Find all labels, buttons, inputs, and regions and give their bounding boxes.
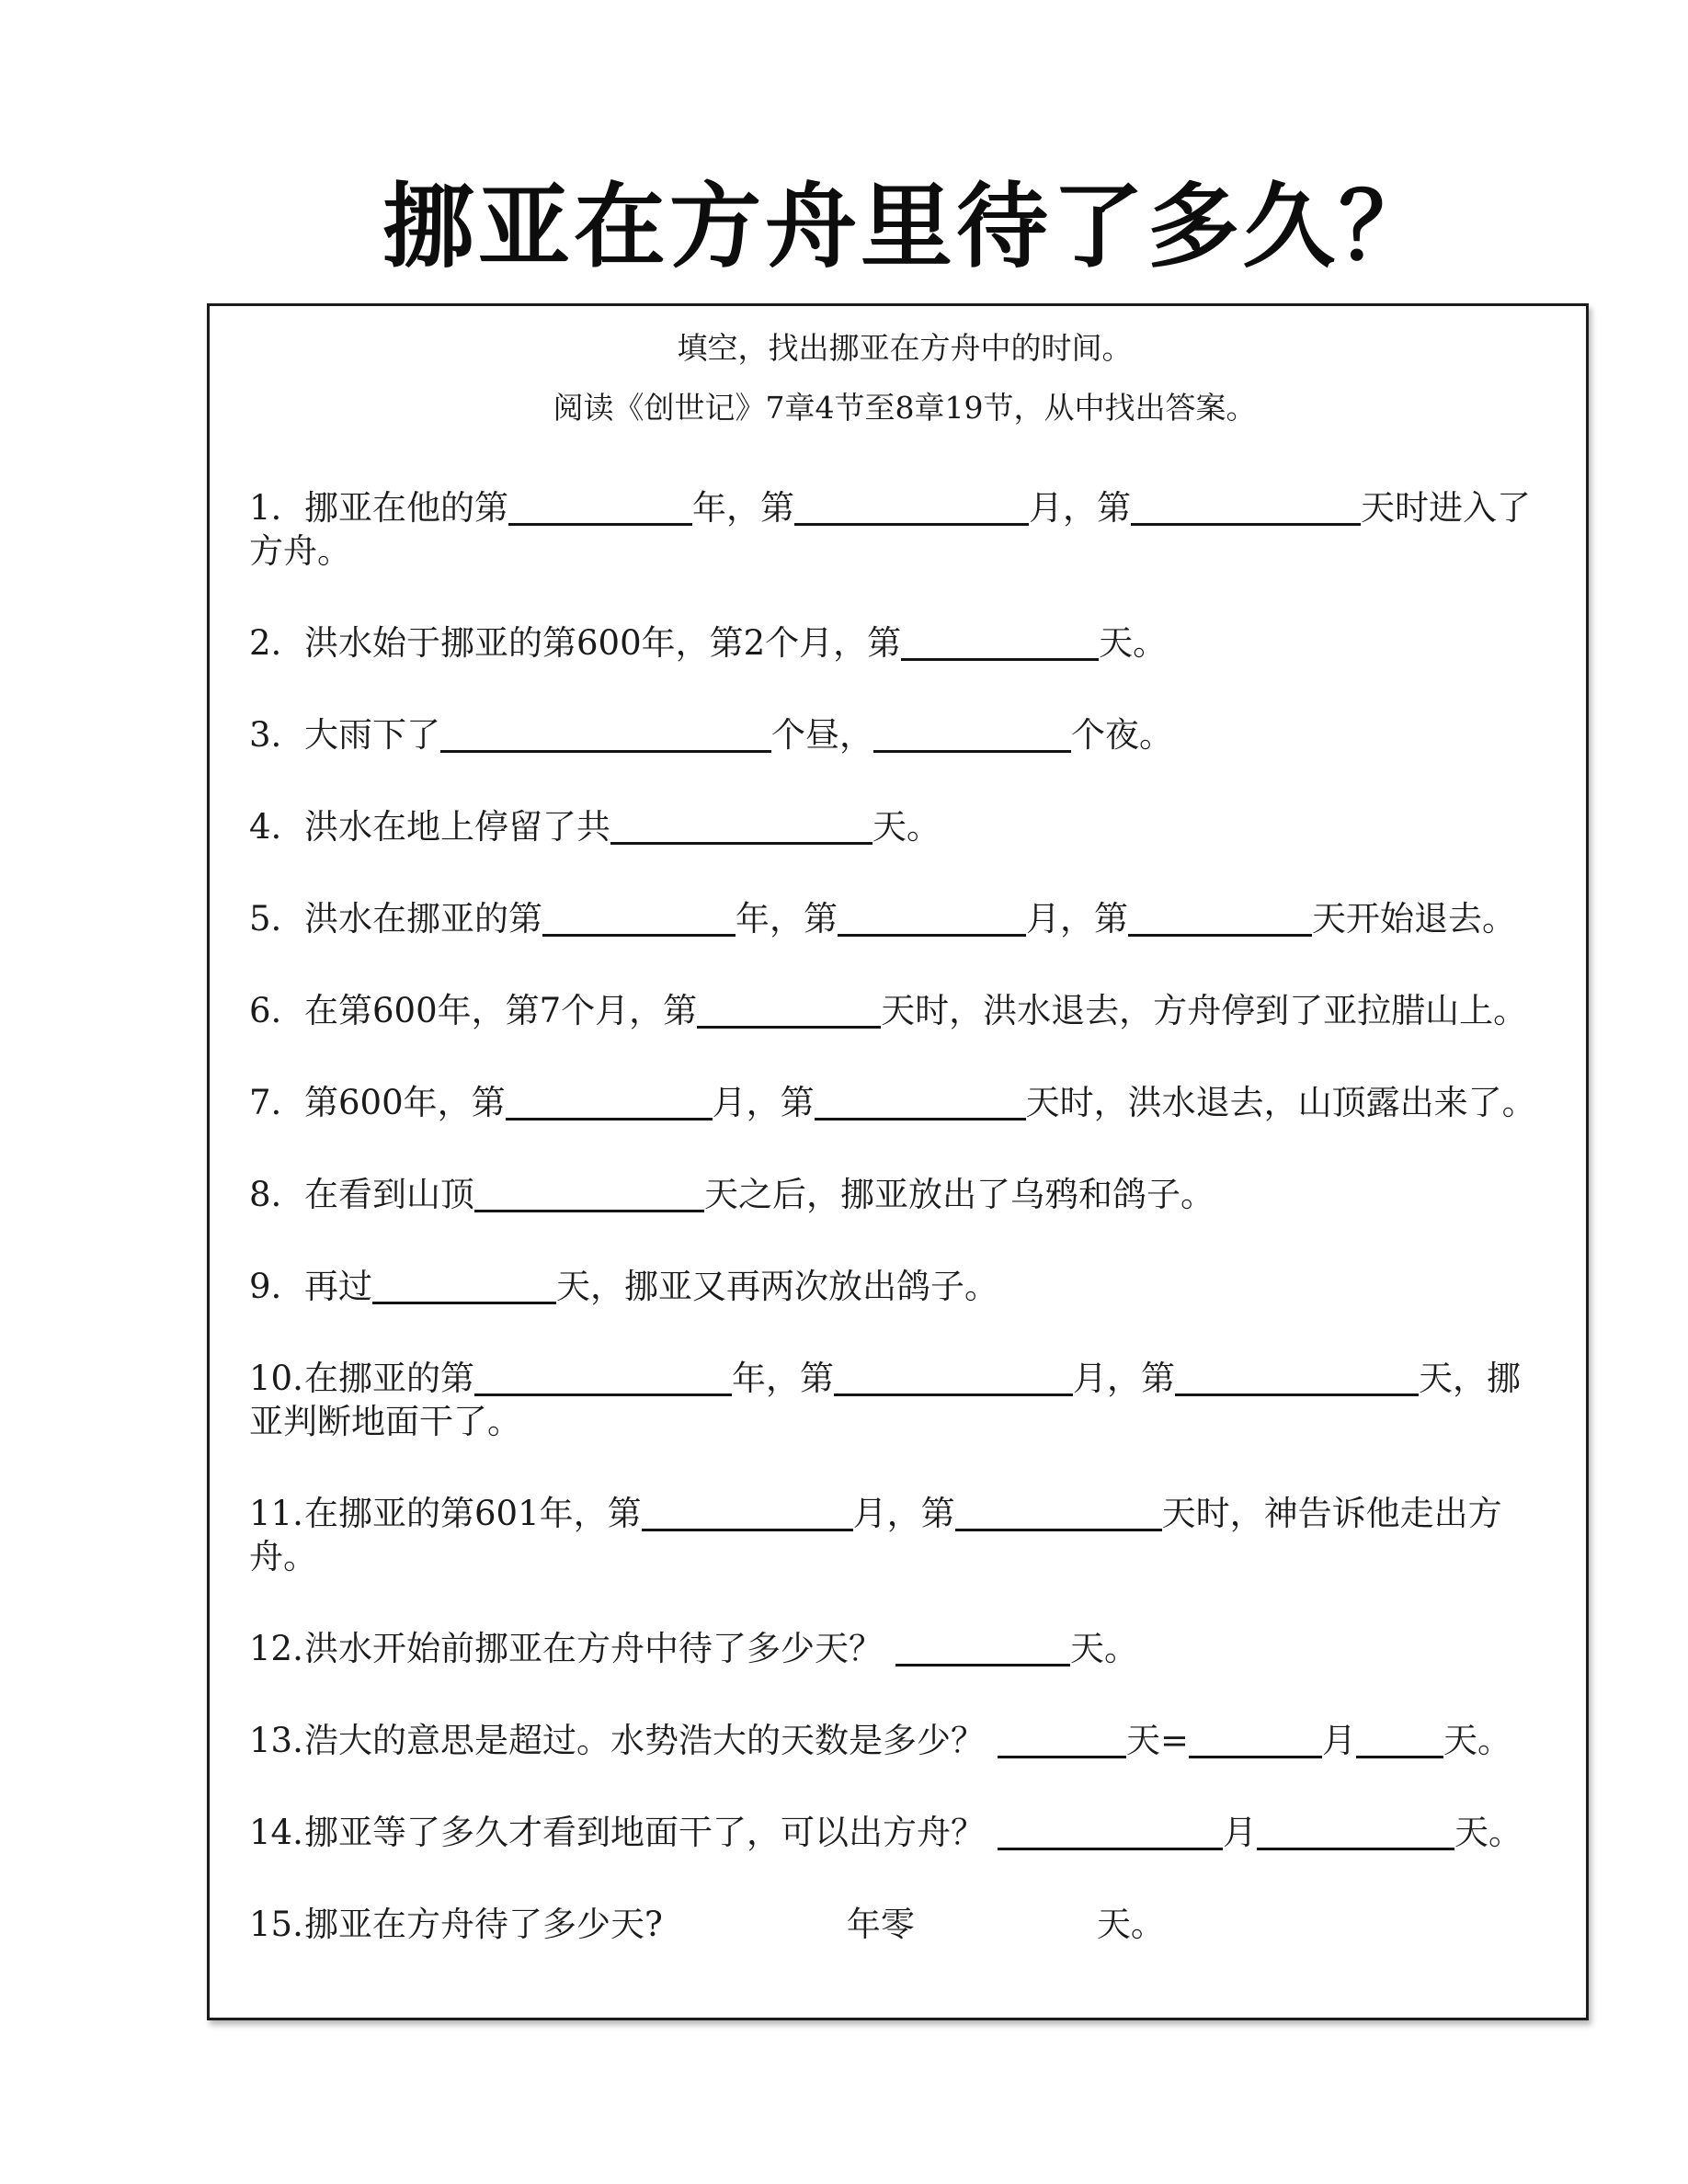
question-text: 亚判断地面干了。 — [249, 1402, 521, 1441]
question-14 — [249, 1811, 1560, 1854]
fill-in-blank — [1257, 1820, 1454, 1850]
fill-in-blank — [998, 1820, 1223, 1850]
page-title: 挪亚在方舟里待了多久？ — [382, 172, 1434, 280]
fill-in-blank — [697, 998, 881, 1029]
question-text: 天，挪 — [1419, 1359, 1521, 1398]
fill-in-blank — [642, 1501, 853, 1531]
instruction-line-2: 阅读《创世记》7章4节至8章19节，从中找出答案。 — [553, 390, 1257, 426]
question-text: 天= — [1126, 1721, 1190, 1760]
fill-in-blank — [474, 1366, 732, 1396]
question-number: 11. — [249, 1494, 303, 1533]
question-text: 挪亚在方舟待了多少天? — [304, 1905, 663, 1944]
question-number: 8. — [249, 1175, 282, 1214]
question-11 — [249, 1492, 1560, 1578]
question-text: 洪水开始前挪亚在方舟中待了多少天？ — [304, 1629, 883, 1668]
fill-in-blank — [834, 1366, 1073, 1396]
question-text: 月，第 — [1029, 488, 1131, 528]
fill-in-blank — [901, 631, 1099, 661]
blank-gap — [985, 1835, 998, 1844]
question-text: 第600年，第 — [304, 1083, 506, 1122]
question-text: 洪水在挪亚的第 — [304, 899, 542, 938]
fill-in-blank — [1131, 495, 1361, 526]
question-5 — [249, 897, 1560, 940]
question-9 — [249, 1265, 1560, 1308]
fill-in-blank — [506, 1090, 713, 1120]
question-text: 再过 — [304, 1267, 372, 1306]
question-text: 天时，洪水退去，山顶露出来了。 — [1025, 1083, 1536, 1122]
question-text: 在第600年，第7个月，第 — [304, 991, 698, 1030]
question-number: 9. — [249, 1267, 282, 1306]
fill-in-blank — [542, 906, 736, 937]
question-number: 1. — [249, 488, 282, 528]
question-number: 12. — [249, 1629, 303, 1668]
fill-in-blank — [1128, 906, 1312, 937]
question-text: 洪水在地上停留了共 — [304, 807, 610, 847]
question-text: 挪亚等了多久才看到地面干了，可以出方舟？ — [304, 1813, 985, 1852]
question-text: 天。 — [1096, 1905, 1165, 1944]
question-4 — [249, 805, 1560, 848]
question-text: 大雨下了 — [304, 715, 440, 755]
question-text: 年，第 — [736, 899, 838, 938]
question-15 — [249, 1903, 1560, 1946]
blank-gap — [985, 1743, 998, 1752]
worksheet-box — [207, 303, 1589, 2020]
question-text: 方舟。 — [249, 531, 351, 571]
fill-in-blank — [838, 906, 1026, 937]
question-number: 6. — [249, 991, 282, 1030]
question-number: 4. — [249, 807, 282, 847]
question-12 — [249, 1627, 1560, 1670]
question-text: 天。 — [1443, 1721, 1512, 1760]
question-1 — [249, 486, 1560, 573]
question-text: 在挪亚的第 — [304, 1359, 474, 1398]
question-text: 天时进入了 — [1361, 488, 1531, 528]
question-text: 天时，神告诉他走出方舟。 — [249, 1494, 1502, 1576]
fill-in-blank — [955, 1501, 1162, 1531]
question-text: 天时，洪水退去，方舟停到了亚拉腊山上。 — [881, 991, 1528, 1030]
fill-in-blank — [1189, 1728, 1322, 1758]
question-number: 13. — [249, 1721, 303, 1760]
question-text: 在挪亚的第601年，第 — [304, 1494, 642, 1533]
question-text: 月，第 — [1026, 899, 1128, 938]
fill-in-blank — [895, 1636, 1070, 1666]
question-text: 浩大的意思是超过。水势浩大的天数是多少？ — [304, 1721, 985, 1760]
fill-in-blank — [372, 1274, 556, 1304]
fill-in-blank — [1356, 1728, 1443, 1758]
fill-in-blank — [474, 1182, 704, 1212]
question-text: 月 — [1322, 1721, 1357, 1760]
question-7 — [249, 1081, 1560, 1124]
fill-in-blank — [440, 722, 771, 753]
question-text: 挪亚在他的第 — [304, 488, 508, 528]
question-8 — [249, 1173, 1560, 1216]
fill-in-blank — [508, 495, 692, 526]
question-10 — [249, 1357, 1560, 1443]
question-text: 年零 — [846, 1905, 915, 1944]
blank-gap — [883, 1651, 895, 1660]
fill-in-blank — [610, 814, 873, 845]
question-text: 洪水始于挪亚的第600年，第2个月，第 — [304, 623, 902, 663]
question-text: 天，挪亚又再两次放出鸽子。 — [556, 1267, 998, 1306]
blank-gap — [663, 1927, 847, 1936]
question-text: 天之后，挪亚放出了乌鸦和鸽子。 — [704, 1175, 1215, 1214]
question-text: 天开始退去。 — [1312, 899, 1516, 938]
question-3 — [249, 713, 1560, 756]
question-text: 月，第 — [1073, 1359, 1175, 1398]
question-text: 天。 — [1454, 1813, 1523, 1852]
fill-in-blank — [998, 1728, 1126, 1758]
question-2 — [249, 621, 1560, 665]
question-list — [249, 486, 1560, 1946]
question-6 — [249, 989, 1560, 1032]
instruction-line-1: 填空，找出挪亚在方舟中的时间。 — [677, 330, 1133, 366]
question-text: 年，第 — [732, 1359, 834, 1398]
question-text: 天。 — [1099, 623, 1168, 663]
fill-in-blank — [794, 495, 1029, 526]
question-text: 月，第 — [852, 1494, 955, 1533]
fill-in-blank — [815, 1090, 1026, 1120]
question-text: 天。 — [1070, 1629, 1138, 1668]
fill-in-blank — [1175, 1366, 1419, 1396]
question-text: 在看到山顶 — [304, 1175, 474, 1214]
question-number: 10. — [249, 1359, 303, 1398]
question-number: 14. — [249, 1813, 303, 1852]
question-text: 个夜。 — [1071, 715, 1173, 755]
question-number: 5. — [249, 899, 282, 938]
question-text: 个昼， — [771, 715, 873, 755]
question-number: 3. — [249, 715, 282, 755]
question-text: 月 — [1223, 1813, 1257, 1852]
question-number: 15. — [249, 1905, 303, 1944]
fill-in-blank — [873, 722, 1071, 753]
question-number: 7. — [249, 1083, 282, 1122]
question-13 — [249, 1719, 1560, 1762]
question-text: 年，第 — [692, 488, 794, 528]
blank-gap — [915, 1927, 1097, 1936]
question-text: 月，第 — [712, 1083, 815, 1122]
question-text: 天。 — [873, 807, 941, 847]
question-number: 2. — [249, 623, 282, 663]
